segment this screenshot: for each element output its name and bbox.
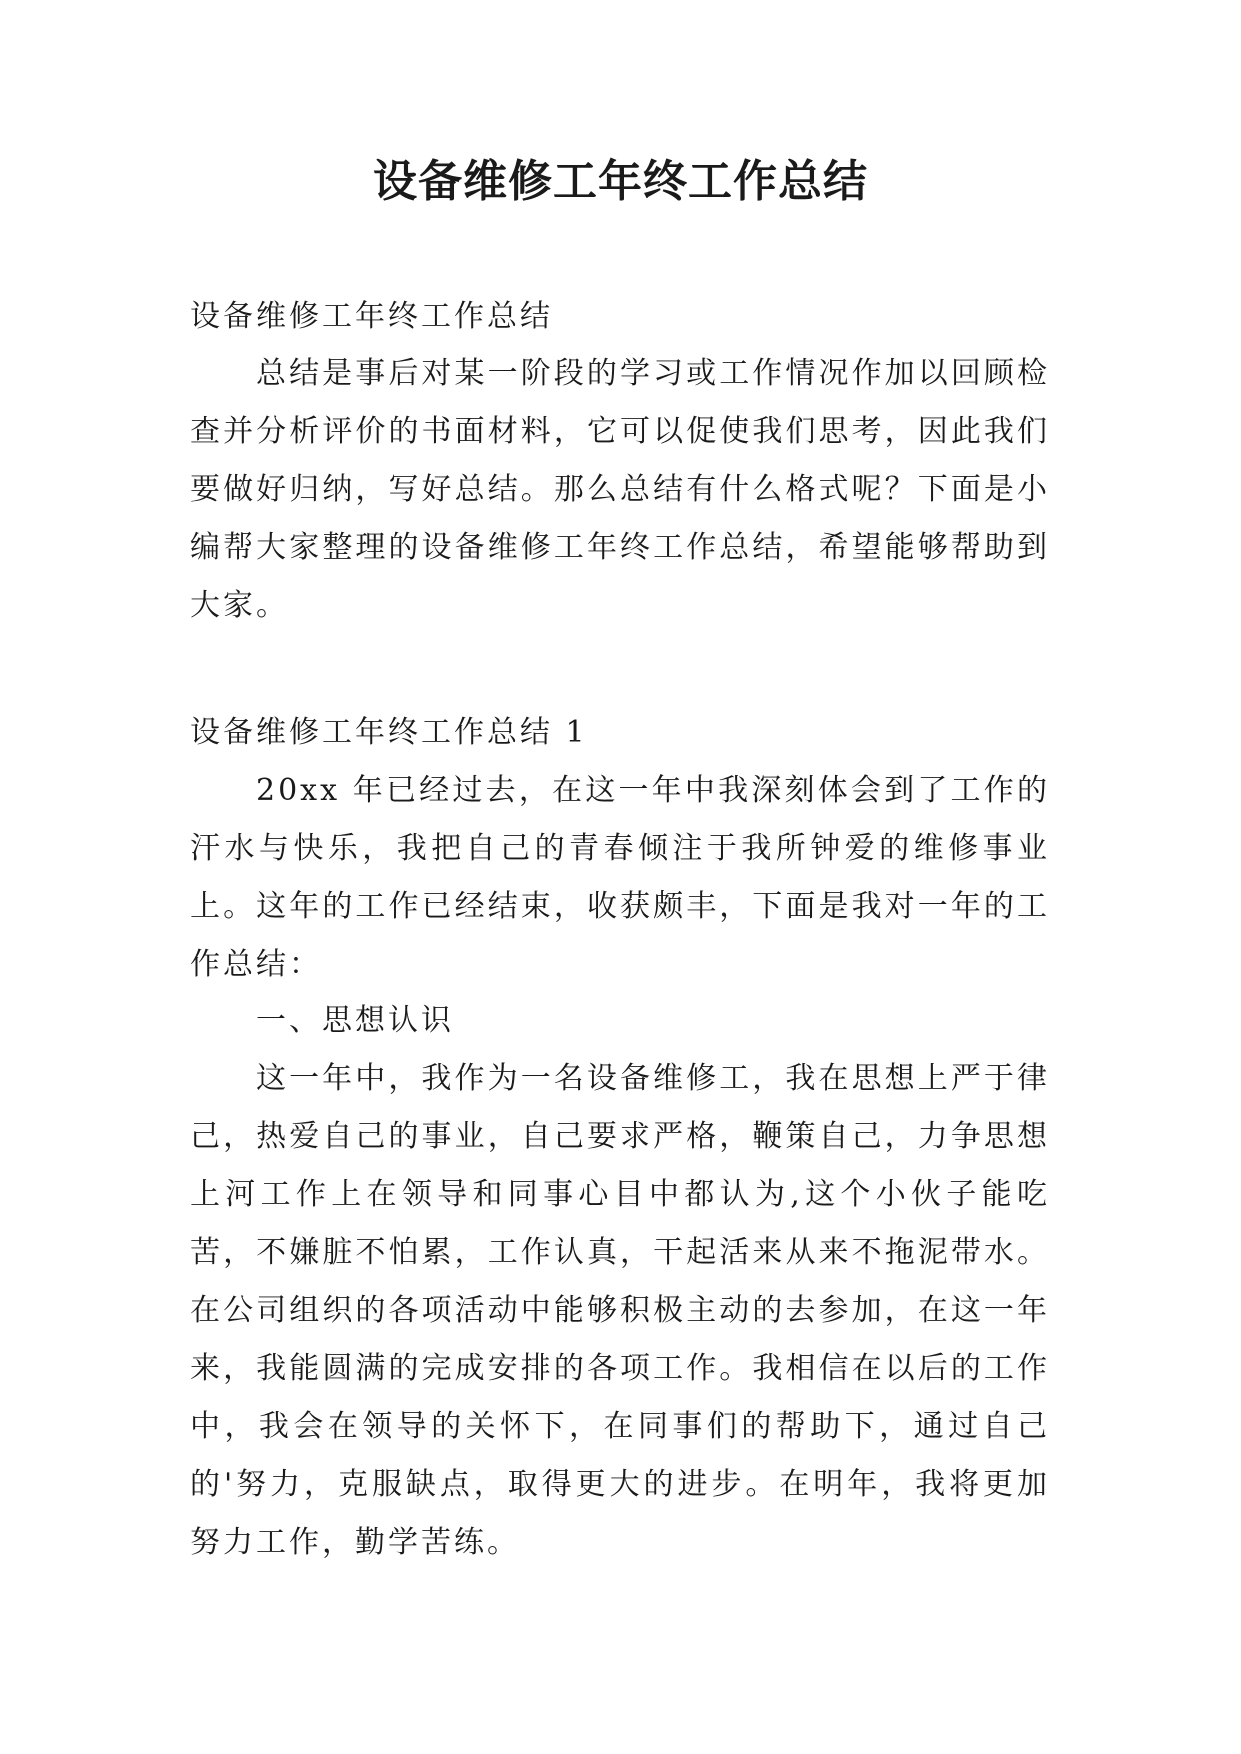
subsection-heading: 一、思想认识 <box>256 1003 454 1038</box>
document-subtitle: 设备维修工年终工作总结 <box>190 299 553 334</box>
section-paragraph: 这一年中，我作为一名设备维修工，我在思想上严于律己，热爱自己的事业，自己要求严格，鞭策自己，力争思想上河工作上在领导和同事心目中都认为,这个小伙子能吃苦，不嫌脏不怕累，工作认真，干起活来从来不拖泥带水。在公司组织的各项活动中能够积极主动的去参加，在这一年来，我能圆满的完成安排的各项工作。我相信在以后的工作中，我会在领导的关怀下，在同事们的帮助下，通过自己的'努力，克服缺点，取得更大的进步。在明年，我将更加努力工作，勤学苦练。 <box>190 1061 1050 1560</box>
section-title: 设备维修工年终工作总结 1 <box>190 715 588 750</box>
section-paragraph: 20xx 年已经过去，在这一年中我深刻体会到了工作的汗水与快乐，我把自己的青春倾注于我所钟爱的维修事业上。这年的工作已经结束，收获颇丰，下面是我对一年的工作总结： <box>190 773 1050 982</box>
intro-paragraph: 总结是事后对某一阶段的学习或工作情况作加以回顾检查并分析评价的书面材料，它可以促使我们思考，因此我们要做好归纳，写好总结。那么总结有什么格式呢？下面是小编帮大家整理的设备维修工年终工作总结，希望能够帮助到大家。 <box>190 356 1050 623</box>
document-title: 设备维修工年终工作总结 <box>373 156 868 207</box>
